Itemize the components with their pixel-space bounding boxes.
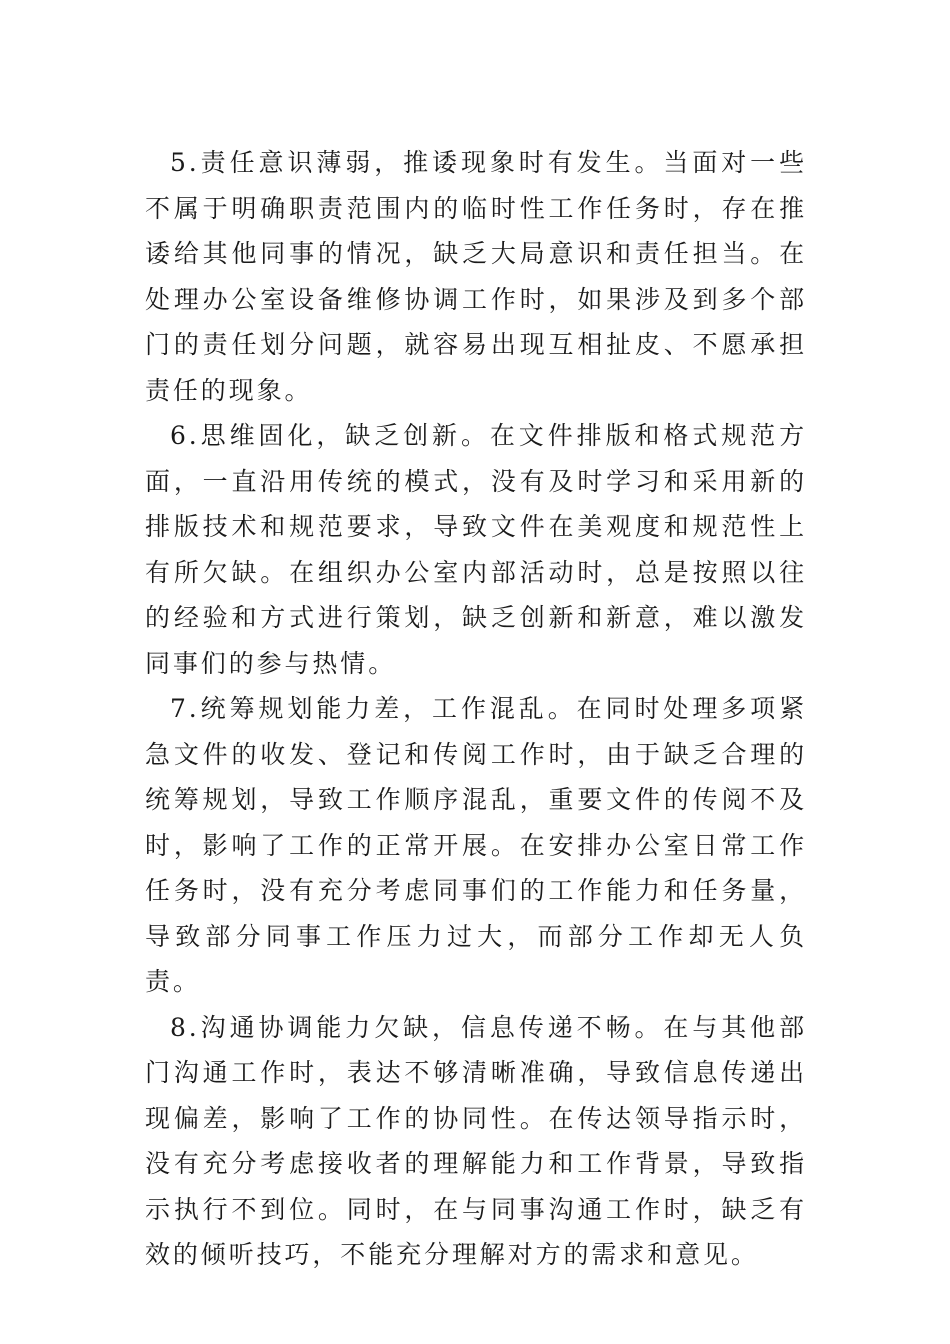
paragraph-number: 7.	[170, 694, 200, 723]
paragraph-text: 统筹规划能力差，工作混乱。在同时处理多项紧急文件的收发、登记和传阅工作时，由于缺乏合理的统筹规划，导致工作顺序混乱，重要文件的传阅不及时，影响了工作的正常开展。在安排办公室日常工作任务时，没有充分考虑同事们的工作能力和任务量，导致部分同事工作压力过大，而部分工作却无人负责。	[145, 694, 807, 996]
paragraph-8	[145, 1005, 807, 1278]
paragraph-number: 8.	[170, 1012, 200, 1042]
paragraph-text: 沟通协调能力欠缺，信息传递不畅。在与其他部门沟通工作时，表达不够清晰准确，导致信息传递出现偏差，影响了工作的协同性。在传达领导指示时，没有充分考虑接收者的理解能力和工作背景，导致指示执行不到位。同时，在与同事沟通工作时，缺乏有效的倾听技巧，不能充分理解对方的需求和意见。	[145, 1012, 807, 1269]
paragraph-text: 责任意识薄弱，推诿现象时有发生。当面对一些不属于明确职责范围内的临时性工作任务时，存在推诿给其他同事的情况，缺乏大局意识和责任担当。在处理办公室设备维修协调工作时，如果涉及到多个部门的责任划分问题，就容易出现互相扯皮、不愿承担责任的现象。	[145, 148, 807, 405]
paragraph-7	[145, 686, 807, 1005]
document-body	[145, 140, 807, 1278]
paragraph-6	[145, 413, 807, 686]
paragraph-5	[145, 140, 807, 413]
paragraph-number: 6.	[170, 421, 200, 450]
paragraph-number: 5.	[170, 148, 200, 177]
paragraph-text: 思维固化，缺乏创新。在文件排版和格式规范方面，一直沿用传统的模式，没有及时学习和采用新的排版技术和规范要求，导致文件在美观度和规范性上有所欠缺。在组织办公室内部活动时，总是按照以往的经验和方式进行策划，缺乏创新和新意，难以激发同事们的参与热情。	[145, 421, 807, 678]
